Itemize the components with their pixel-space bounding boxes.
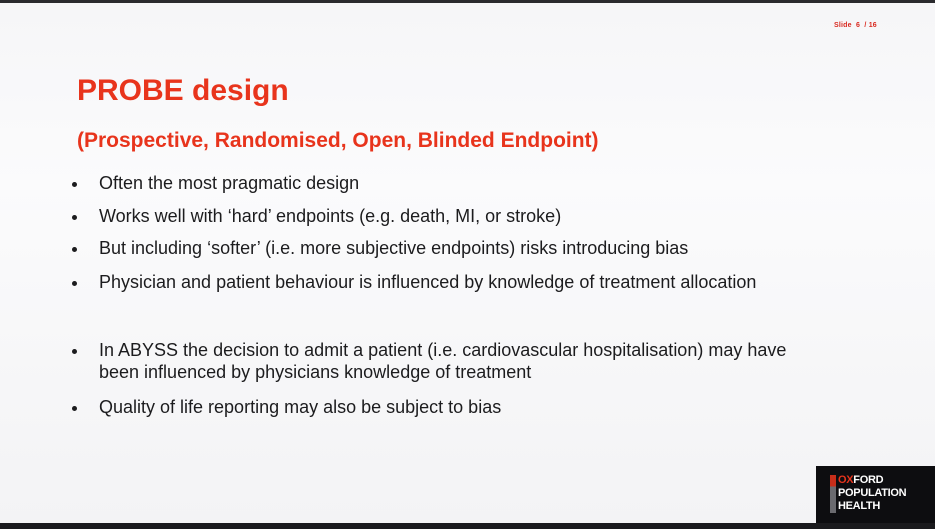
bullet-dot-icon — [72, 247, 77, 252]
slide-subtitle: (Prospective, Randomised, Open, Blinded Endpoint) — [77, 129, 599, 152]
logo-ox: OX — [838, 474, 854, 486]
slide-title: PROBE design — [77, 74, 289, 107]
bullet-text: In ABYSS the decision to admit a patient (i.e. cardiovascular hospitalisation) may have been influenced by physicians knowledge of treatment — [99, 340, 787, 382]
oxford-population-health-logo — [816, 466, 935, 523]
slide-number-current: 6 — [856, 22, 861, 29]
bullet-text: Quality of life reporting may also be subject to bias — [99, 397, 502, 417]
bullet-dot-icon — [72, 182, 77, 187]
logo-line-population: POPULATION — [838, 487, 907, 499]
bullet-text: Works well with ‘hard’ endpoints (e.g. death, MI, or stroke) — [99, 206, 562, 226]
bullet-text: Often the most pragmatic design — [99, 173, 360, 193]
slide-number-label: Slide — [834, 22, 852, 29]
slide-number — [834, 22, 877, 29]
bullet-text: Physician and patient behaviour is influenced by knowledge of treatment allocation — [99, 272, 757, 292]
logo-line-health: HEALTH — [838, 500, 880, 512]
logo-mark-icon — [830, 475, 836, 513]
presentation-slide — [0, 3, 935, 523]
bullet-dot-icon — [72, 281, 77, 286]
bullet-text: But including ‘softer’ (i.e. more subjective endpoints) risks introducing bias — [99, 238, 689, 258]
logo-line-oxford — [838, 474, 883, 486]
logo-ford: FORD — [853, 474, 884, 486]
bullet-dot-icon — [72, 406, 77, 411]
bullet-dot-icon — [72, 349, 77, 354]
slide-number-total: / 16 — [864, 22, 877, 29]
projection-bottom-edge — [0, 523, 935, 529]
bullet-dot-icon — [72, 215, 77, 220]
